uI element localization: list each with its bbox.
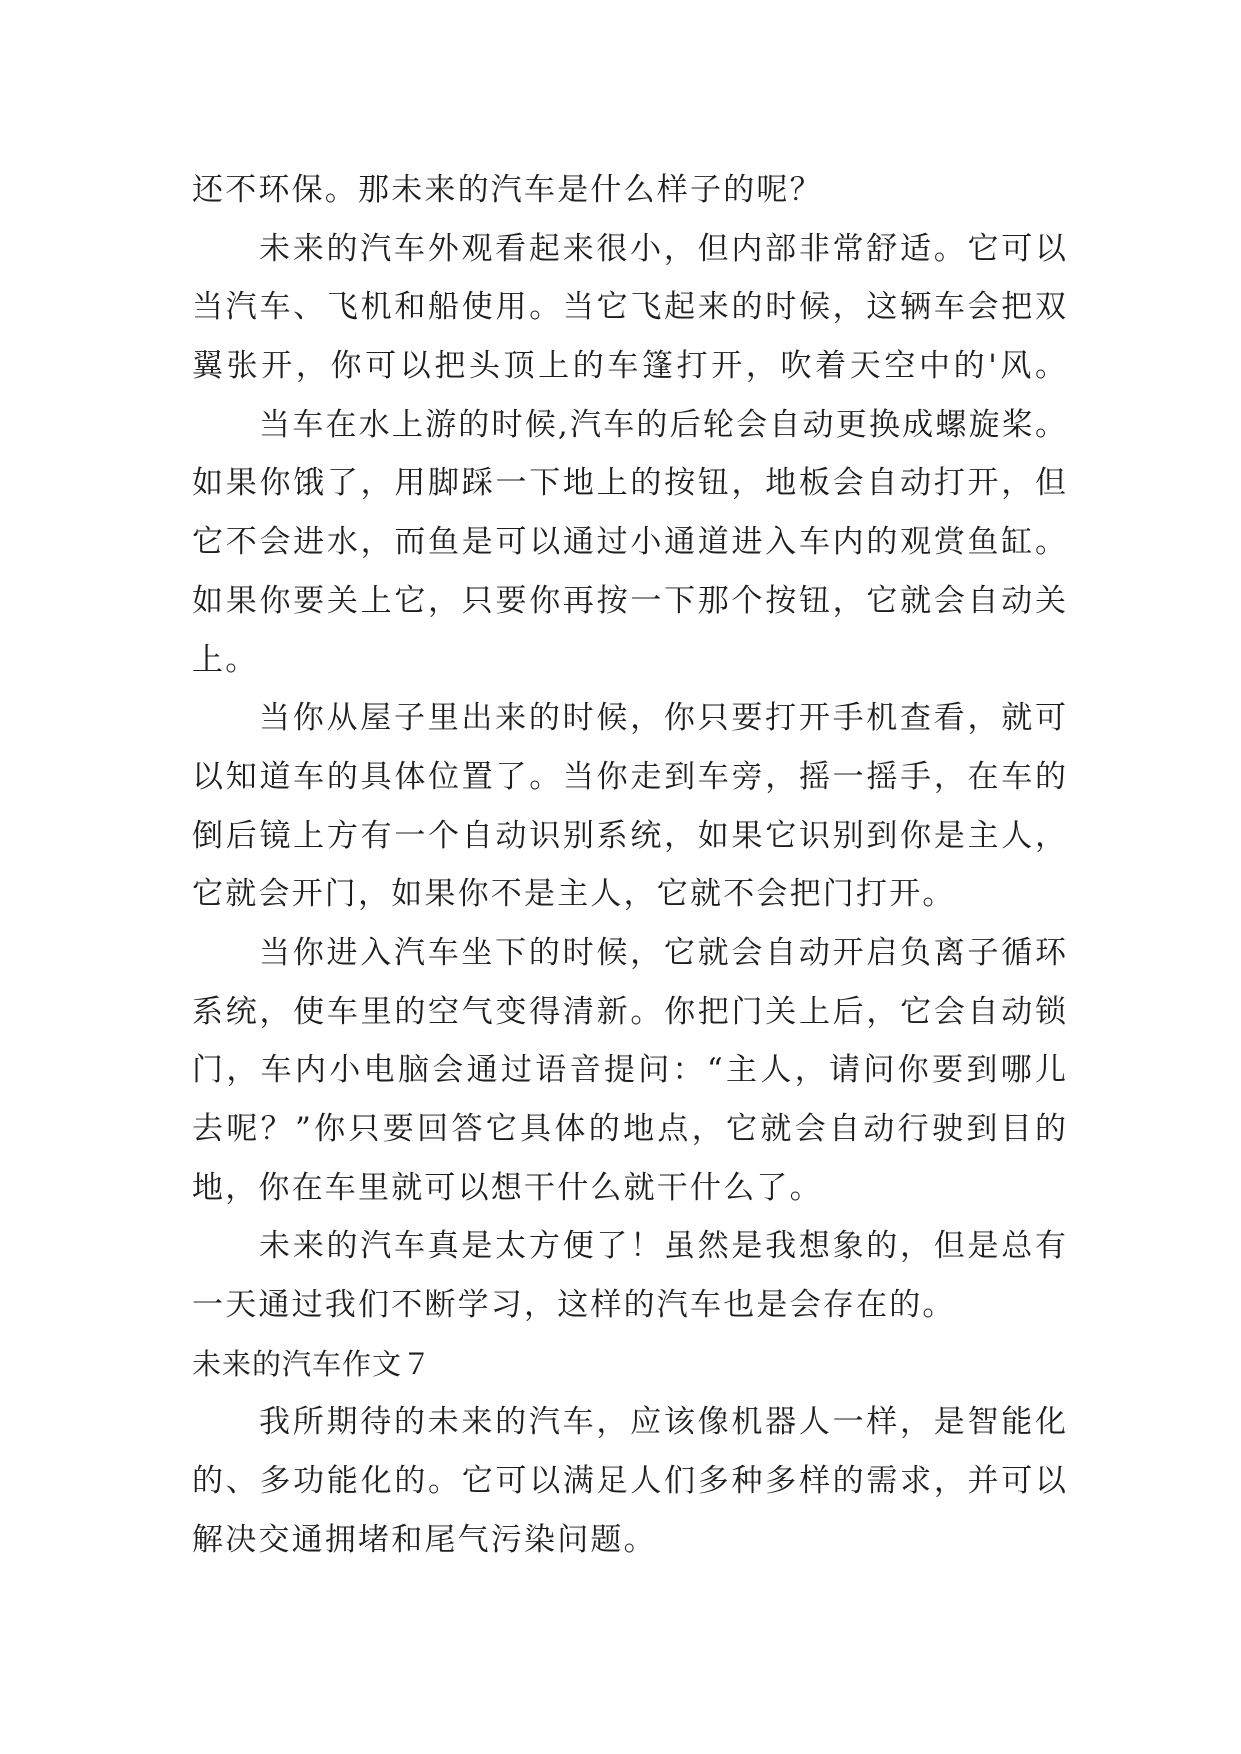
- paragraph-line: 当你进入汽车坐下的时候，它就会自动开启负离子循环: [259, 934, 1066, 971]
- paragraph-line: 还不环保。那未来的汽车是什么样子的呢？: [192, 172, 823, 208]
- paragraph-line: 门，车内小电脑会通过语音提问：“主人，请问你要到哪儿: [192, 1052, 1066, 1089]
- paragraph: [192, 1217, 1066, 1334]
- paragraph-line: 如果你饿了，用脚踩一下地上的按钮，地板会自动打开，但: [192, 465, 1066, 502]
- paragraph-line: 解决交通拥堵和尾气污染问题。: [192, 1521, 657, 1558]
- document-body: [192, 161, 1066, 1570]
- paragraph-line: 以知道车的具体位置了。当你走到车旁，摇一摇手，在车的: [192, 758, 1066, 795]
- paragraph: [192, 1393, 1066, 1569]
- paragraph: [192, 396, 1066, 689]
- paragraph-line: 地，你在车里就可以想干什么就干什么了。: [192, 1169, 823, 1206]
- paragraph-line: 倒后镜上方有一个自动识别系统，如果它识别到你是主人，: [192, 817, 1066, 854]
- paragraph-line: 翼张开，你可以把头顶上的车篷打开，吹着天空中的'风。: [192, 348, 1066, 385]
- paragraph-line: 当车在水上游的时候,汽车的后轮会自动更换成螺旋桨。: [259, 406, 1066, 443]
- paragraph-line: 系统，使车里的空气变得清新。你把门关上后，它会自动锁: [192, 993, 1066, 1030]
- paragraph-line: 去呢？”你只要回答它具体的地点，它就会自动行驶到目的: [192, 1111, 1066, 1147]
- paragraph-line: 未来的汽车真是太方便了！虽然是我想象的，但是总有: [259, 1228, 1066, 1265]
- paragraph: [192, 161, 1066, 220]
- paragraph: [192, 689, 1066, 924]
- paragraph-line: 的、多功能化的。它可以满足人们多种多样的需求，并可以: [192, 1463, 1066, 1500]
- paragraph: [192, 220, 1066, 396]
- paragraph: [192, 924, 1066, 1217]
- paragraph-line: 它不会进水，而鱼是可以通过小通道进入车内的观赏鱼缸。: [192, 524, 1066, 561]
- paragraph-line: 如果你要关上它，只要你再按一下那个按钮，它就会自动关: [192, 582, 1066, 619]
- paragraph-line: 上。: [192, 641, 259, 678]
- paragraph-line: 当汽车、飞机和船使用。当它飞起来的时候，这辆车会把双: [192, 289, 1066, 326]
- paragraph-line: 当你从屋子里出来的时候，你只要打开手机查看，就可: [259, 700, 1066, 737]
- paragraph-line: 未来的汽车外观看起来很小，但内部非常舒适。它可以: [259, 230, 1066, 267]
- paragraph-line: 我所期待的未来的汽车，应该像机器人一样，是智能化: [259, 1404, 1066, 1441]
- paragraph-line: 一天通过我们不断学习，这样的汽车也是会存在的。: [192, 1287, 956, 1324]
- paragraph-line: 它就会开门，如果你不是主人，它就不会把门打开。: [192, 876, 956, 913]
- section-heading: 未来的汽车作文７: [192, 1346, 433, 1381]
